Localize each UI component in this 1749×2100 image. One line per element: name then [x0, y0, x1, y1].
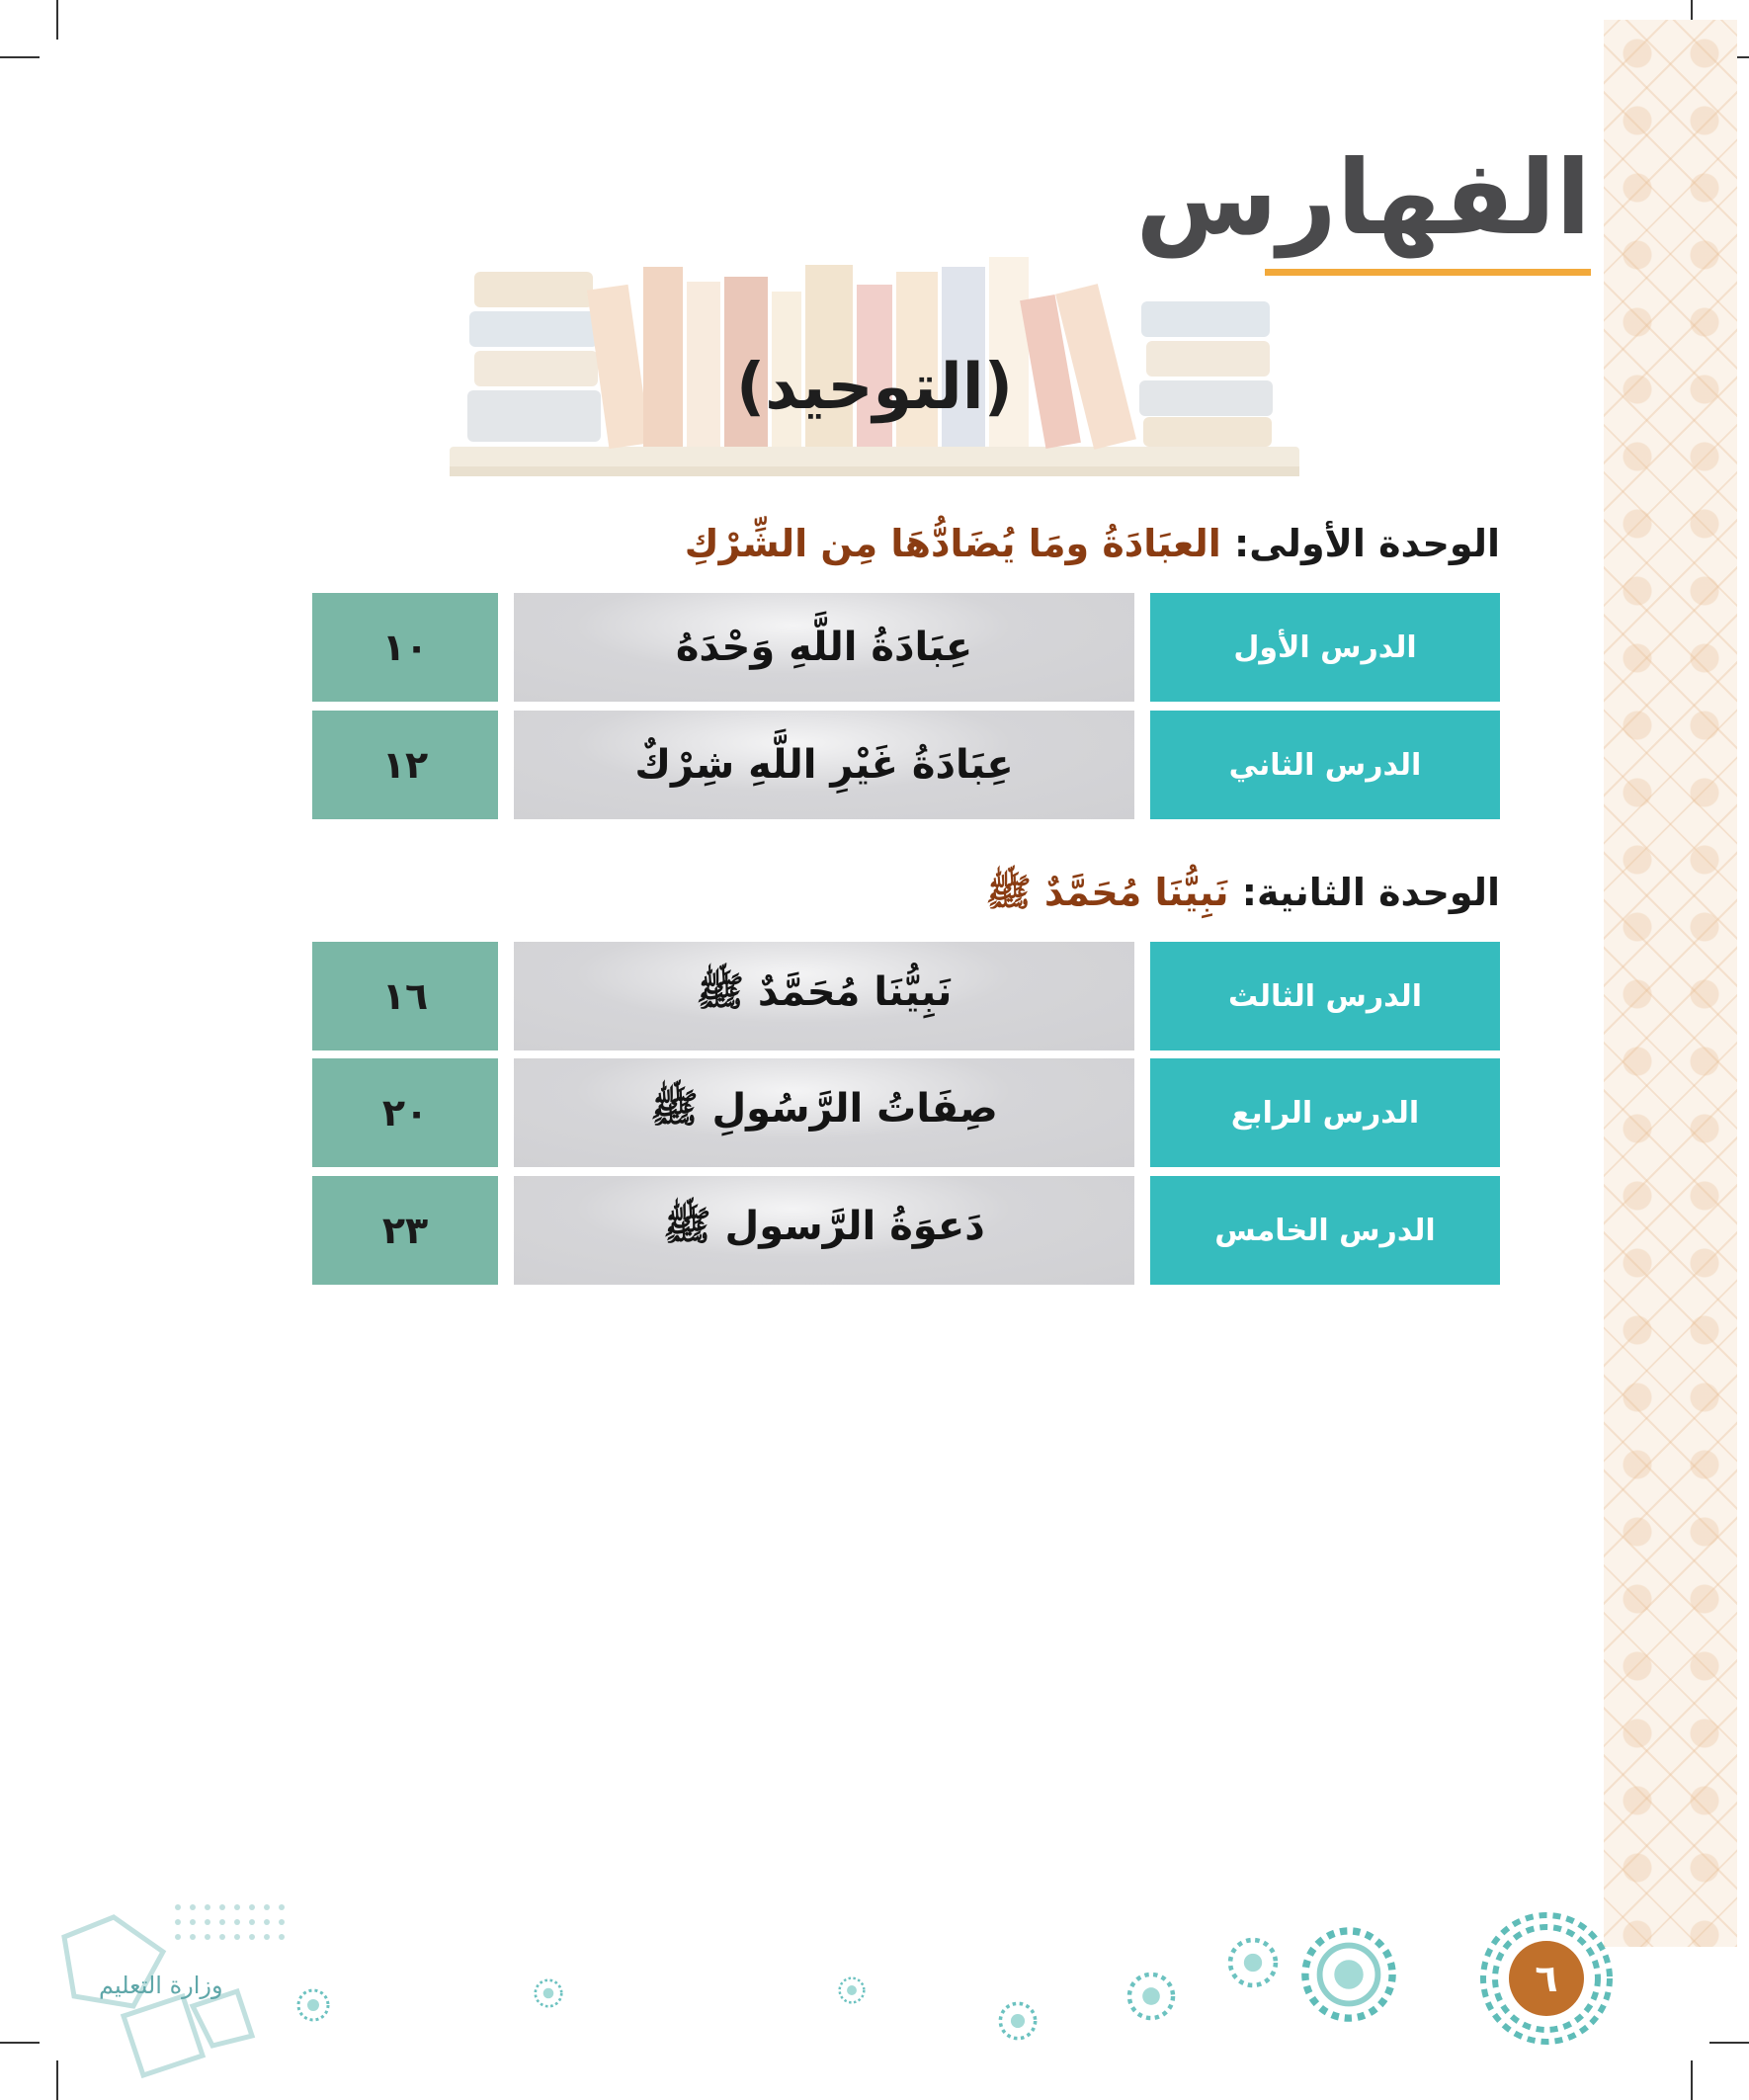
lesson-topic: نَبِيُّنَا مُحَمَّدٌ ﷺ: [514, 942, 1134, 1050]
page-number: ٢٠: [312, 1058, 498, 1167]
table-row[interactable]: [312, 1176, 1500, 1285]
crop-mark: [0, 56, 40, 58]
rosette-ornament: [534, 1978, 563, 2008]
lesson-label: الدرس الأول: [1150, 593, 1500, 702]
lesson-label: الدرس الثالث: [1150, 942, 1500, 1050]
page-title: الفهارس: [1135, 137, 1591, 258]
crop-mark: [1691, 2060, 1693, 2100]
lesson-label: الدرس الرابع: [1150, 1058, 1500, 1167]
unit-label: الوحدة الأولى:: [1234, 522, 1500, 565]
lesson-label: الدرس الثاني: [1150, 711, 1500, 819]
crop-mark: [56, 0, 58, 40]
unit-label: الوحدة الثانية:: [1241, 871, 1500, 914]
title-underline: [1265, 269, 1591, 276]
lesson-topic: عِبَادَةُ غَيْرِ اللَّهِ شِرْكٌ: [514, 711, 1134, 819]
lesson-label: الدرس الخامس: [1150, 1176, 1500, 1285]
unit-heading: [986, 870, 1500, 924]
rosette-ornament: [838, 1976, 866, 2004]
page-number: ١٦: [312, 942, 498, 1050]
table-row[interactable]: [312, 1058, 1500, 1167]
rosette-ornament: [998, 2001, 1038, 2041]
crop-mark: [1709, 2042, 1749, 2044]
page-number: ١٠: [312, 593, 498, 702]
subject-title: (التوحيد): [736, 351, 1013, 424]
page-number: ١٢: [312, 711, 498, 819]
lesson-topic: دَعوَةُ الرَّسول ﷺ: [514, 1176, 1134, 1285]
subject-banner: [450, 237, 1299, 494]
rosette-ornament: [1227, 1937, 1279, 1988]
table-row[interactable]: [312, 593, 1500, 702]
lesson-topic: صِفَاتُ الرَّسُولِ ﷺ: [514, 1058, 1134, 1167]
unit-name: العبَادَةُ ومَا يُضَادُّهَا مِن الشِّرْكِ: [684, 522, 1221, 565]
ministry-name: وزارة التعليم: [99, 1972, 223, 1999]
lesson-topic: عِبَادَةُ اللَّهِ وَحْدَهُ: [514, 593, 1134, 702]
rosette-ornament: [1299, 1925, 1398, 2024]
page-number-badge: ٦: [1509, 1941, 1584, 2016]
unit-heading: [685, 522, 1500, 565]
table-row[interactable]: [312, 711, 1500, 819]
table-row[interactable]: [312, 942, 1500, 1050]
unit-name: نَبِيُّنَا مُحَمَّدٌ ﷺ: [985, 871, 1229, 914]
rosette-ornament: [1126, 1972, 1176, 2021]
page-number: ٢٣: [312, 1176, 498, 1285]
crop-mark: [0, 2042, 40, 2044]
decorative-pattern-border: [1604, 20, 1737, 1947]
